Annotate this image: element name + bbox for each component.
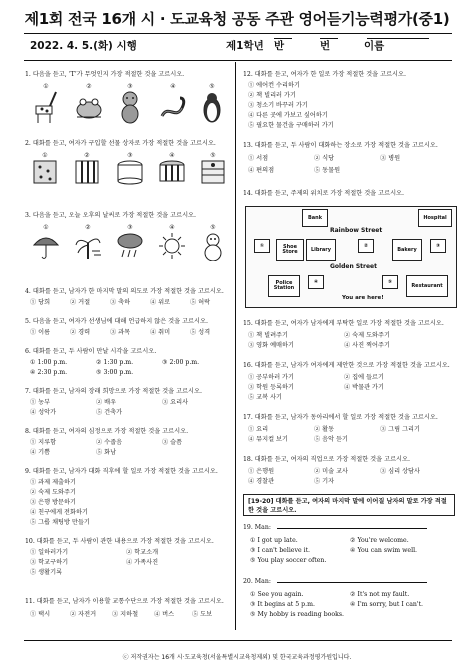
q8-option-4[interactable]: ④ 기쁨 [30,449,51,456]
q8-text: 8. 대화를 듣고, 여자의 심정으로 가장 적절한 것을 고르시오. [25,428,189,435]
q11-option-2[interactable]: ② 자전거 [70,611,97,618]
q9-options [30,478,230,528]
dotted-box-icon [32,159,58,185]
q1-option-2[interactable] [74,83,104,124]
q19-option-5[interactable]: ⑤ You play soccer often. [250,557,327,564]
giraffe-icon [32,90,60,124]
q2-option-4[interactable] [158,152,186,185]
q14-text: 14. 대화를 듣고, 주제의 위치로 가장 적절한 것을 고르시오. [243,190,405,197]
map-spot-3[interactable]: ③ [430,239,446,253]
copyright-footer: ⓒ 저작권자는 16개 시·도교육청(서울특별시교육청제외) 및 한국교육과정평가원입니다. [122,654,352,661]
q16-options [248,373,448,403]
q19-option-1[interactable]: ① I got up late. [250,537,298,544]
q13-text: 13. 대화를 듣고, 두 사람이 대화하는 장소로 가장 적절한 것을 고르시오. [243,142,438,149]
number-label: 번 [320,40,331,52]
q17-option-1[interactable]: ① 요리 [248,426,269,433]
q3-num-5: ⑤ [210,224,216,231]
q13-option-5[interactable]: ⑤ 동물원 [314,167,341,174]
q7-option-1[interactable]: ① 농부 [30,399,51,406]
hospital-building: Hospital [418,209,452,227]
q20-man-label: 20. Man: [243,578,271,585]
q19-option-2[interactable]: ② You're welcome. [350,537,409,544]
q18-option-5[interactable]: ⑤ 기자 [314,478,335,485]
q10-option-2[interactable]: ② 학교소개 [126,549,159,556]
q6-option-5[interactable]: ⑤ 3:00 p.m. [96,369,134,376]
q9-text: 9. 대화를 듣고, 남자가 대화 직후에 할 일로 가장 적절한 것을 고르시오. [25,468,218,475]
map-spot-5[interactable]: ⑤ [382,275,398,289]
map-spot-2[interactable]: ② [358,239,374,253]
q15-option-2[interactable]: ② 숙제 도와주기 [344,332,390,339]
patterned-box-icon [200,159,226,185]
name-label: 이름 [364,40,385,52]
q2-option-2[interactable] [74,152,100,185]
q1-num-2: ② [86,83,92,90]
q2-num-4: ④ [169,152,175,159]
q17-option-2[interactable]: ② 활동 [314,426,335,433]
q16-option-1[interactable]: ① 공부하러 가기 [248,374,294,381]
q9-option-2[interactable]: ② 숙제 도와주기 [30,489,76,496]
map-spot-4[interactable]: ④ [308,275,324,289]
q3-num-1: ① [43,224,49,231]
q17-option-4[interactable]: ④ 뮤지컬 보기 [248,436,289,443]
q12-option-1[interactable]: ① 에어컨 수리하기 [248,82,300,89]
grade-label: 제1학년 [226,40,264,52]
subheader-rule [24,60,452,61]
q2-option-5[interactable] [200,152,226,185]
shoe-store-building: Shoe Store [276,239,304,261]
q17-option-3[interactable]: ③ 그림 그리기 [380,426,421,433]
q19-options [250,536,450,566]
exam-title: 제1회 전국 16개 시 · 도교육청 공동 주관 영어듣기능력평가(중1) [24,10,450,28]
q3-option-5[interactable] [200,224,226,261]
q8-option-3[interactable]: ③ 슬픔 [162,439,183,446]
q5-option-5[interactable]: ⑤ 성격 [190,329,211,336]
q6-option-3[interactable]: ③ 2:00 p.m. [162,359,200,366]
sun-icon [158,231,186,261]
q20-option-3[interactable]: ③ It begins at 5 p.m. [250,601,315,608]
q7-options [30,398,230,418]
q12-option-2[interactable]: ② 책 빌리러 가기 [248,92,296,99]
q12-option-5[interactable]: ⑤ 필요한 물건을 구매하러 가기 [248,122,334,129]
q12-option-4[interactable]: ④ 다른 곳에 가보고 싶어하기 [248,112,328,119]
q5-option-4[interactable]: ④ 취미 [150,329,171,336]
q19-option-3[interactable]: ③ I can't believe it. [250,547,311,554]
footer-rule [24,640,452,641]
q2-num-5: ⑤ [210,152,216,159]
q9-option-4[interactable]: ④ 친구에게 전화하기 [30,509,88,516]
q16-text: 16. 대화를 듣고, 남자가 여자에게 제안한 것으로 가장 적절한 것을 고르시오. [243,362,450,369]
q8-option-1[interactable]: ① 지루함 [30,439,57,446]
q18-option-2[interactable]: ② 미술 교사 [314,468,349,475]
instruction-box: [19-20] 대화를 듣고, 여자의 마지막 말에 이어질 남자의 말로 가장 적절한 것을 고르시오. [243,494,455,516]
q9-option-3[interactable]: ③ 은행 방문하기 [30,499,76,506]
q12-options [248,81,448,131]
round-box-icon [116,159,144,185]
q5-option-2[interactable]: ② 경력 [70,329,91,336]
rainbow-street-label: Rainbow Street [330,227,383,234]
q6-options [30,358,230,378]
restaurant-building: Restaurant [406,275,448,297]
police-station-building: Police Station [268,275,300,297]
q12-text: 12. 대화를 듣고, 여자가 한 일로 가장 적절한 것을 고르시오. [243,71,406,78]
q11-option-1[interactable]: ① 택시 [30,611,51,618]
snowman-icon [200,231,226,261]
q8-option-5[interactable]: ⑤ 화남 [96,449,117,456]
q13-option-2[interactable]: ② 식당 [314,155,335,162]
title-rule [24,33,452,34]
q18-option-3[interactable]: ③ 심리 상담사 [380,468,421,475]
q17-text: 17. 대화를 듣고, 남자가 동아리에서 할 일로 가장 적절한 것을 고르시오. [243,414,438,421]
q1-option-1[interactable] [32,83,60,124]
q10-text: 10. 대화를 듣고, 두 사람이 관한 내용으로 가장 적절한 것을 고르시오. [25,538,214,545]
q5-option-1[interactable]: ① 이름 [30,329,51,336]
q3-option-1[interactable] [32,224,60,261]
q15-option-3[interactable]: ③ 영화 예매하기 [248,342,294,349]
snake-icon [158,90,188,124]
rain-cloud-icon [116,231,144,261]
q7-option-5[interactable]: ⑤ 건축가 [96,409,123,416]
q3-option-2[interactable] [74,224,102,261]
q13-option-1[interactable]: ① 서점 [248,155,269,162]
q9-option-1[interactable]: ① 과제 제출하기 [30,479,76,486]
q3-num-4: ④ [169,224,175,231]
q11-option-3[interactable]: ③ 지하철 [112,611,139,618]
bank-building: Bank [302,209,328,227]
q4-text: 4. 대화를 듣고, 남자가 한 마지막 말의 의도로 가장 적절한 것을 고르시오. [25,288,224,295]
q1-option-3[interactable] [116,83,144,124]
q4-option-2[interactable]: ② 거절 [70,299,91,306]
q20-option-2[interactable]: ② It's not my fault. [350,591,410,598]
q3-option-4[interactable] [158,224,186,261]
q20-label [243,578,427,586]
q10-option-3[interactable]: ③ 학교구하기 [30,559,69,566]
q1-num-5: ⑤ [209,83,215,90]
q2-option-1[interactable] [32,152,58,185]
q3-num-3: ③ [127,224,133,231]
q6-option-2[interactable]: ② 1:30 p.m. [96,359,134,366]
bakery-building: Bakery [392,239,422,261]
golden-street-label: Golden Street [330,263,377,270]
q18-options [248,467,448,487]
q15-option-1[interactable]: ① 책 빌려주기 [248,332,289,339]
q19-option-4[interactable]: ④ You can swim well. [350,547,418,554]
library-building: Library [306,239,336,261]
q16-option-3[interactable]: ③ 학원 등록하기 [248,384,294,391]
q1-num-1: ① [43,83,49,90]
q7-option-2[interactable]: ② 배우 [96,399,117,406]
q19-label [243,524,427,532]
q10-option-4[interactable]: ④ 가족사진 [126,559,159,566]
q11-option-4[interactable]: ④ 버스 [154,611,175,618]
map-spot-1[interactable]: ① [254,239,270,253]
q19-man-label: 19. Man: [243,524,271,531]
q16-option-5[interactable]: ⑤ 교복 사기 [248,394,283,401]
q11-option-5[interactable]: ⑤ 도보 [192,611,213,618]
q3-text: 3. 다음을 듣고, 오늘 오후의 날씨로 가장 적절한 것을 고르시오. [25,212,196,219]
q2-num-1: ① [42,152,48,159]
q6-option-1[interactable]: ① 1:00 p.m. [30,359,68,366]
q9-option-5[interactable]: ⑤ 그룹 채팅방 만들기 [30,519,90,526]
q2-text: 2. 대화를 듣고, 여자가 구입할 선물 상자로 가장 적절한 것을 고르시오. [25,140,216,147]
q1-option-5[interactable] [200,83,224,124]
q15-text: 15. 대화를 듣고, 여자가 남자에게 부탁한 일로 가장 적절한 것을 고르시오. [243,320,444,327]
q20-option-1[interactable]: ① See you again. [250,591,304,598]
q1-num-4: ④ [170,83,176,90]
q1-option-4[interactable] [158,83,188,124]
q20-blank [277,582,427,583]
q20-option-5[interactable]: ⑤ My hobby is reading books. [250,611,344,618]
striped-round-box-icon [158,159,186,185]
q2-option-3[interactable] [116,152,144,185]
q1-text: 1. 다음을 듣고, ‘T’가 무엇인지 가장 적절한 것을 고르시오. [25,71,185,78]
q3-option-3[interactable] [116,224,144,261]
q7-text: 7. 대화를 듣고, 남자의 장래 희망으로 가장 적절한 것을 고르시오. [25,388,202,395]
q12-option-3[interactable]: ③ 청소기 바꾸러 가기 [248,102,308,109]
column-divider [235,62,236,630]
q11-text: 11. 대화를 듣고, 남자가 이용할 교통수단으로 가장 적절한 것을 고르시오. [25,598,224,605]
q2-num-2: ② [84,152,90,159]
striped-box-icon [74,159,100,185]
street-map [245,206,457,308]
q3-num-2: ② [85,224,91,231]
q5-text: 5. 다음을 듣고, 여자가 선생님에 대해 언급하지 않은 것을 고르시오. [25,318,208,325]
q13-option-3[interactable]: ③ 병원 [380,155,401,162]
q18-option-1[interactable]: ① 은행원 [248,468,275,475]
q11-options [30,610,230,620]
q20-options [250,590,460,620]
q10-option-1[interactable]: ① 일하러가기 [30,549,69,556]
q1-num-3: ③ [127,83,133,90]
q2-num-3: ③ [127,152,133,159]
monkey-icon [116,90,144,124]
q18-text: 18. 대화를 듣고, 여자의 직업으로 가장 적절한 것을 고르시오. [243,456,410,463]
q8-options [30,438,230,458]
q8-option-2[interactable]: ② 수줍음 [96,439,123,446]
q4-option-4[interactable]: ④ 위로 [150,299,171,306]
q17-options [248,425,448,445]
q4-option-5[interactable]: ⑤ 허락 [190,299,211,306]
q10-option-5[interactable]: ⑤ 생활기록 [30,569,63,576]
q16-option-2[interactable]: ② 집에 들르기 [344,374,385,381]
q4-option-1[interactable]: ① 당희 [30,299,51,306]
frog-icon [74,90,104,124]
class-label: 반 [274,40,285,52]
q15-options [248,331,448,351]
q6-option-4[interactable]: ④ 2:30 p.m. [30,369,68,376]
windy-tree-icon [74,231,102,261]
q19-blank [277,528,427,529]
q15-option-4[interactable]: ④ 사진 찍어주기 [344,342,390,349]
q5-options [30,328,230,338]
exam-date: 2022. 4. 5.(화) 시행 [30,40,137,52]
q4-options [30,298,230,308]
q20-option-4[interactable]: ④ I'm sorry, but I can't. [350,601,424,608]
q4-option-3[interactable]: ③ 축하 [110,299,131,306]
penguin-icon [200,90,224,124]
q13-option-4[interactable]: ④ 편의점 [248,167,275,174]
q6-text: 6. 대화를 듣고, 두 사람이 만날 시각을 고르시오. [25,348,157,355]
q5-option-3[interactable]: ③ 과목 [110,329,131,336]
umbrella-icon [32,231,60,261]
exam-subheader [30,38,460,54]
q7-option-3[interactable]: ③ 요리사 [162,399,189,406]
q17-option-5[interactable]: ⑤ 음악 듣기 [314,436,349,443]
you-are-here-label: You are here! [342,295,384,301]
q13-options [248,154,448,184]
q16-option-4[interactable]: ④ 박물관 가기 [344,384,385,391]
q18-option-4[interactable]: ④ 경찰관 [248,478,275,485]
q7-option-4[interactable]: ④ 성악가 [30,409,57,416]
q10-options [30,548,230,588]
